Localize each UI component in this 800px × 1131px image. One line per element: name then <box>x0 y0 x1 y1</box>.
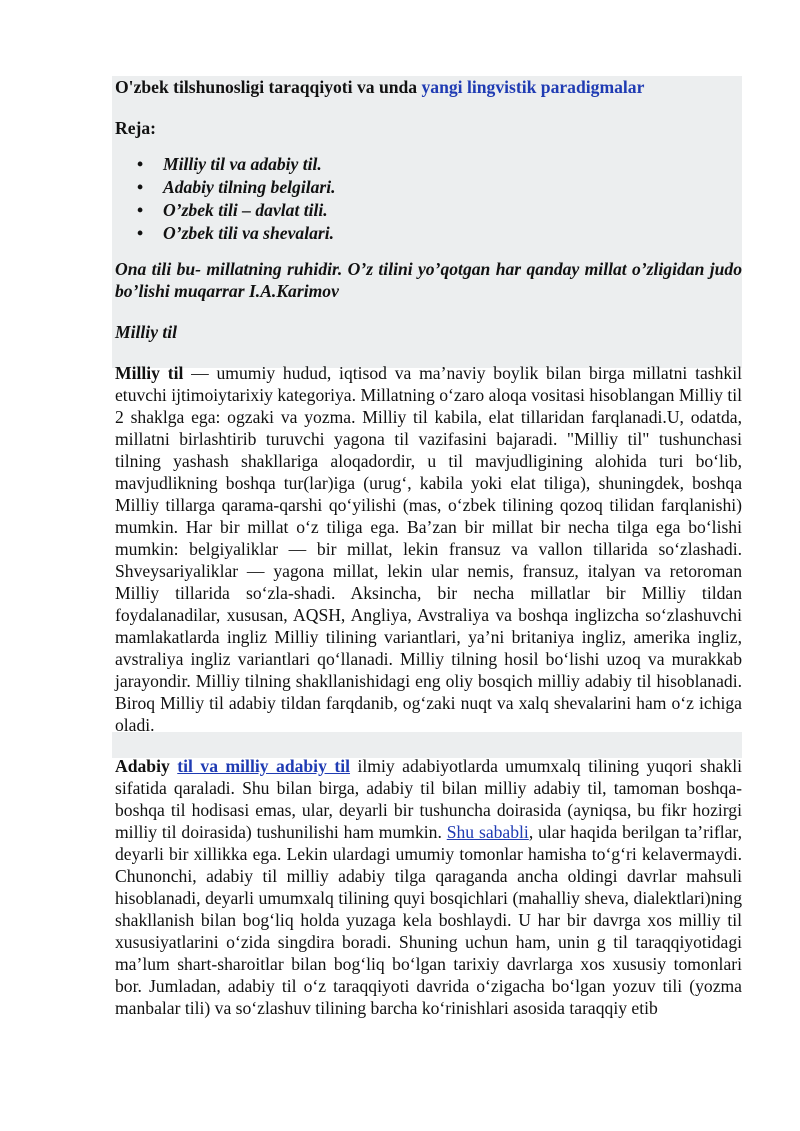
title-text: O'zbek tilshunosligi taraqqiyoti va unda <box>115 77 422 97</box>
plan-item: • Milliy til va adabiy til. <box>115 153 742 176</box>
link-shu-sababli[interactable]: Shu sababli <box>446 822 529 842</box>
plan-item: • O’zbek tili va shevalari. <box>115 222 742 245</box>
paragraph-milliy-til <box>115 362 742 736</box>
plan-heading: Reja: <box>115 118 157 138</box>
link-adabiy-til[interactable]: til va milliy adabiy til <box>177 756 351 776</box>
document-title <box>115 76 742 98</box>
term-milliy-til: Milliy til <box>115 363 184 383</box>
epigraph-quote: Ona tili bu- millatning ruhidir. O’z tilini yo’qotgan har qanday millat o’zligidan judo bo’lishi muqarrar I.A.Karimov <box>115 259 742 301</box>
paragraph-adabiy-til <box>115 755 742 1019</box>
plan-item: • O’zbek tili – davlat tili. <box>115 199 742 222</box>
plan-item: • Adabiy tilning belgilari. <box>115 176 742 199</box>
paragraph-text: — umumiy hudud, iqtisod va ma’naviy boylik bilan birga millatni tashkil etuvchi ijtimoiytarixiy kategoriya. Millatning o‘zaro aloqa vositasi hisoblangan Milliy til 2 shaklga ega: ogzaki va yozma. Milliy til kabila, elat tillaridan farqlanadi.U, odatda, millatni birlashtirib turuvchi yagona til vazifasini bajaradi. "Milliy til" tushunchasi tilning yashash shakllariga aloqadordir, u til mavjudligining alohida turi bo‘lib, mavjudlikning boshqa tur(lar)iga (urug‘, kabila yoki elat tiliga), shuningdek, boshqa Milliy tillarga qarama-qarshi qo‘yilishi (mas, o‘zbek tilining qozoq tilidan farqlanishi) mumkin. Har bir millat o‘z tiliga ega. Ba’zan bir millat bir necha tilga ega bo‘lishi mumkin: belgiyaliklar — bir millat, lekin fransuz va vallon tillarida so‘zlashadi. Shveysariyaliklar — yagona millat, lekin ular nemis, fransuz, italyan va retoroman Milliy tillarida so‘zla-shadi. Aksincha, bir necha millatlar bir Milliy tildan foydalanadilar, xususan, AQSH, Angliya, Avstraliya va boshqa inglizcha so‘zlashuvchi mamlakatlarda ingliz Milliy tilining variantlari, ya’ni britaniya ingliz, amerika ingliz, avstraliya ingliz variantlari qo‘llanadi. Milliy tilning hosil bo‘lishi uzoq va murakkab jarayondir. Milliy tilning shakllanishidagi eng oliy bosqich milliy adabiy til hisoblanadi. Biroq Milliy til adabiy tildan farqdanib, og‘zaki nuqt va xalq shevalarini ham o‘z ichiga oladi. <box>115 363 742 735</box>
plan-list <box>115 153 742 245</box>
paragraph-text: , ular haqida berilgan ta’riflar, deyarli bir xillikka ega. Lekin ulardagi umumiy tomonlar hamisha to‘g‘ri kelavermaydi. Chunonchi, adabiy til milliy adabiy tilga qaraganda ancha oldingi davrlar mahsuli hisoblanadi, deyarli umumxalq tilining quyi bosqichlari (mahalliy sheva, dialektlari)ning shakllanish bilan bog‘liq holda yuzaga kela boshlaydi. U har bir davrga xos milliy til xususiyatlarini o‘zida singdira boradi. Shuning uchun ham, unin g til taraqqiyotidagi ma’lum shart-sharoitlar bilan bog‘liq bo‘lgan tarixiy davrlarga xos xususiy tomonlari bor. Jumladan, adabiy til o‘z taraqqiyoti davrida o‘zigacha bo‘lgan yozuv tili (yozma manbalar tili) va so‘zlashuv tilining barcha ko‘rinishlari asosida taraqqiy etib <box>115 822 742 1018</box>
section-heading: Milliy til <box>115 322 178 342</box>
term-adabiy: Adabiy <box>115 756 178 776</box>
title-link[interactable]: yangi lingvistik paradigmalar <box>421 77 645 97</box>
document-body <box>115 76 742 1019</box>
paragraph-text: ilmiy adabiyotlarda umumxalq tilining yuqori shakli sifatida qaraladi. Shu bilan birga, adabiy til bilan milliy adabiy til, tamoman boshqa-boshqa til hodisasi emas, ular, deyarli bir tushuncha doirasida (ayniqsa, bu fikr hozirgi milliy til doirasida) tushunilishi ham mumkin. <box>115 756 742 842</box>
